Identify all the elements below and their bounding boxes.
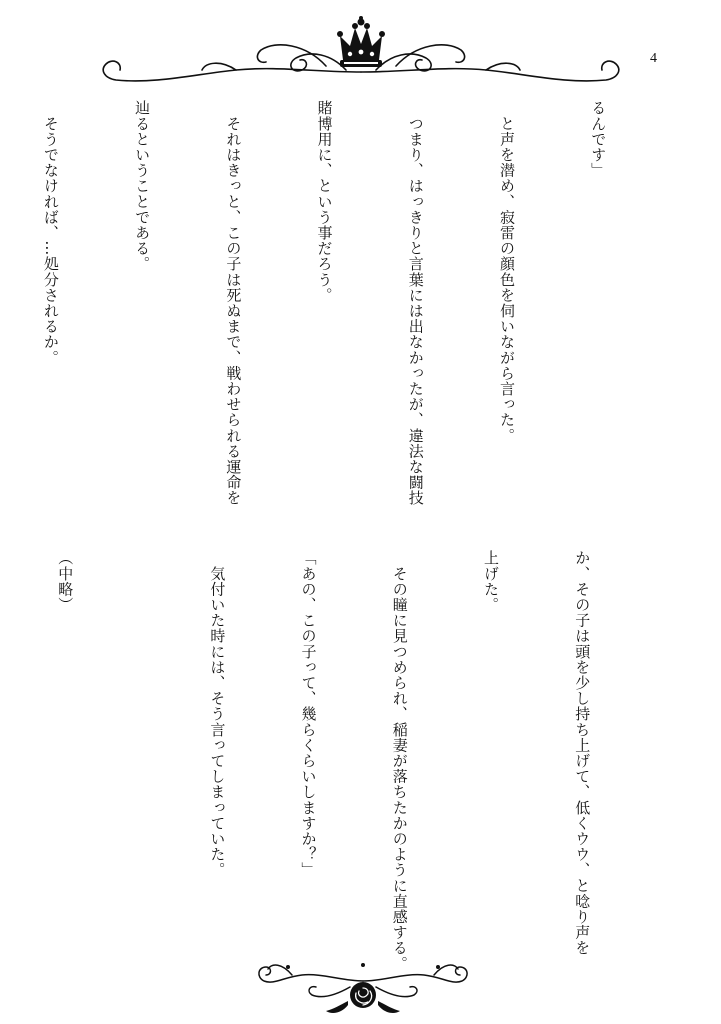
text-line: つまり、はっきりと言葉には出なかったが、違法な闘技: [406, 100, 425, 506]
text-line: 気付いた時には、そう言ってしまっていた。: [208, 550, 227, 878]
page-number: 4: [650, 51, 657, 66]
text-line: と声を潜め、寂雷の顔色を伺いながら言った。: [497, 100, 516, 444]
text-line: 「あの、この子って、幾らくらいしますか？」: [299, 550, 318, 878]
text-line: 賭博用に、という事だろう。: [315, 100, 334, 303]
text-line: 辿るということである。: [133, 100, 152, 272]
upper-text-column: [41, 100, 674, 525]
rose-flourish-icon: [252, 955, 474, 1017]
text-line: るんです」: [589, 100, 608, 178]
text-line: 上げた。: [481, 550, 500, 613]
section-break-label: （中略）: [56, 550, 75, 613]
text-line: それはきっと、この子は死ぬまで、戦わせられる運命を: [224, 100, 243, 506]
crown-flourish-icon: [96, 14, 626, 94]
lower-text-column: [56, 550, 658, 972]
text-line: そうでなければ、…処分されるか。: [41, 100, 60, 366]
text-line: か、その子は頭を少し持ち上げて、低くウウ、と唸り声を: [573, 550, 592, 956]
text-line: その瞳に見つめられ、稲妻が落ちたかのように直感する。: [390, 550, 409, 972]
